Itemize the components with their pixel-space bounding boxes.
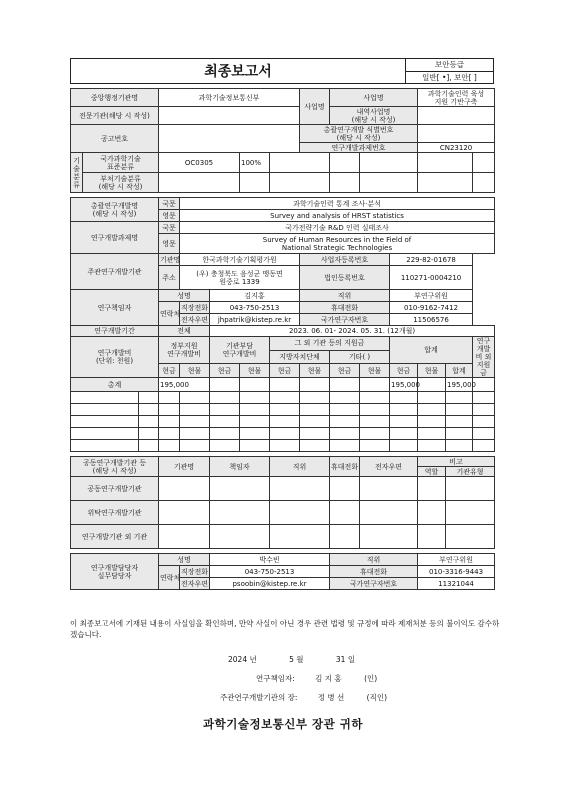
- budget-inst-kind-label: 현물: [240, 364, 270, 378]
- joint-cell: [270, 477, 330, 501]
- host-address-label: 주소: [159, 266, 180, 290]
- budget-cell: [180, 392, 210, 404]
- budget-cell: [300, 392, 330, 404]
- tech-class-blank-3: [360, 153, 418, 173]
- budget-cell: [330, 378, 360, 392]
- central-agency-label: 중앙행정기관명: [71, 89, 159, 107]
- budget-sum-total-value: 195,000: [446, 378, 473, 392]
- budget-excluded-label: 연구 개발비 외 지원금: [473, 337, 495, 378]
- joint-cell: [159, 477, 210, 501]
- joint-mobile-col: 휴대전화: [330, 457, 360, 477]
- budget-cell: [270, 416, 300, 428]
- budget-year-cell: [139, 416, 159, 428]
- budget-cell: [240, 404, 270, 416]
- tech-class-label: 기술분류: [71, 153, 83, 193]
- budget-sum-total-label: 합계: [446, 364, 473, 378]
- joint-role-col: 역할: [418, 467, 446, 477]
- joint-cell: [360, 501, 418, 525]
- researcher-mobile-label: 휴대전화: [300, 302, 390, 314]
- overall-project-label: 총괄연구개발명 (해당 시 작성): [71, 198, 159, 222]
- ministry-blank-6: [418, 173, 473, 193]
- budget-cell: [270, 404, 300, 416]
- budget-cell: [240, 416, 270, 428]
- signature-head-name: 정 병 선: [317, 693, 345, 702]
- report-header: [70, 58, 494, 84]
- security-grade-label: 보안등급: [406, 59, 493, 72]
- researcher-tel-value: 043-750-2513: [210, 302, 300, 314]
- report-form-table: [70, 88, 495, 590]
- ministry-tech-class-label: 부처기술분류 (해당 시 작성): [83, 173, 159, 193]
- budget-cell: [180, 428, 210, 440]
- joint-row-cooperative: 공동연구개발기관: [71, 477, 159, 501]
- joint-cell: [330, 501, 360, 525]
- researcher-contact-label: 연락처: [159, 302, 180, 326]
- overall-project-en-label: 영문: [159, 210, 180, 222]
- budget-cell: [473, 404, 495, 416]
- budget-gov-cash-label: 현금: [159, 364, 180, 378]
- signature-researcher-name: 김 지 홍: [315, 674, 342, 683]
- budget-local-label: 지방자치단체: [270, 350, 330, 364]
- host-bizno-label: 사업자등록번호: [300, 254, 390, 266]
- budget-year-label: [71, 428, 139, 440]
- period-label: 연구개발기간: [71, 326, 159, 337]
- tech-class-blank-4: [418, 153, 473, 173]
- budget-sum-label: 합계: [390, 337, 473, 364]
- researcher-position-label: 직위: [300, 290, 390, 302]
- joint-cell: [270, 525, 330, 549]
- signature-researcher-seal: (인): [364, 674, 378, 683]
- specialized-agency-value: [159, 107, 300, 125]
- budget-cell: [180, 404, 210, 416]
- manager-label: 연구개발담당자 실무담당자: [71, 554, 159, 590]
- national-tech-class-pct: 100%: [240, 153, 270, 173]
- budget-cell: [159, 392, 180, 404]
- date-day: 31 일: [335, 655, 356, 664]
- task-name-label: 연구개발과제명: [71, 222, 159, 254]
- budget-cell: [240, 378, 270, 392]
- budget-cell: [270, 392, 300, 404]
- budget-cell: [210, 404, 240, 416]
- budget-cell: [300, 440, 330, 452]
- budget-cell: [418, 416, 446, 428]
- date-year: 2024 년: [228, 655, 257, 664]
- budget-cell: [159, 428, 180, 440]
- budget-cell: [390, 392, 418, 404]
- host-name-value: 한국과학기술기획평가원: [180, 254, 300, 266]
- host-bizno-value: 229-82-01678: [390, 254, 473, 266]
- researcher-natid-label: 국가연구자번호: [300, 314, 390, 326]
- budget-cell: [360, 404, 390, 416]
- joint-cell: [446, 501, 495, 525]
- budget-cell: [159, 440, 180, 452]
- researcher-label: 연구책임자: [71, 290, 159, 326]
- budget-year-label: [71, 392, 139, 404]
- tech-class-blank-2: [330, 153, 360, 173]
- report-title: 최종보고서: [70, 58, 406, 84]
- budget-cell: [446, 416, 473, 428]
- sub-business-value: [418, 107, 495, 125]
- host-corpno-value: 110271-0004210: [390, 266, 473, 290]
- researcher-tel-label: 직장전화: [181, 303, 209, 312]
- ministry-blank-5: [360, 173, 418, 193]
- joint-email-col: 전자우편: [360, 457, 418, 477]
- budget-other-label: 그 외 기관 등의 지원금: [270, 337, 390, 351]
- budget-cell: [360, 392, 390, 404]
- head-signature-line: [220, 692, 387, 703]
- budget-year-cell: [139, 428, 159, 440]
- budget-inst-label: 기관부담 연구개발비: [210, 337, 270, 364]
- budget-cell: [418, 428, 446, 440]
- budget-year-label: [71, 416, 139, 428]
- budget-sum-cash-value: 195,000: [390, 378, 418, 392]
- budget-etc-kind-label: 현물: [360, 364, 390, 378]
- manager-natid-value: 11321044: [418, 578, 495, 590]
- budget-cell: [159, 416, 180, 428]
- manager-position-value: 부연구위원: [418, 554, 495, 566]
- overall-project-en-value: Survey and analysis of HRST statistics: [180, 210, 495, 222]
- budget-etc-label: 기타( ): [330, 350, 390, 364]
- manager-position-label: 직위: [330, 554, 418, 566]
- joint-cell: [446, 525, 495, 549]
- budget-cell: [300, 428, 330, 440]
- joint-row-commissioned: 위탁연구개발기관: [71, 501, 159, 525]
- budget-cell: [473, 428, 495, 440]
- budget-cell: [418, 404, 446, 416]
- budget-cell: [473, 440, 495, 452]
- joint-resp-col: 책임자: [210, 457, 270, 477]
- joint-cell: [330, 525, 360, 549]
- signature-researcher-label: 연구책임자:: [256, 674, 295, 683]
- budget-cell: [270, 440, 300, 452]
- budget-sum-kind-label: 현물: [418, 364, 446, 378]
- budget-cell: [210, 392, 240, 404]
- budget-sum-cash-label: 현금: [390, 364, 418, 378]
- joint-cell: [270, 501, 330, 525]
- overall-id-value: [418, 125, 495, 143]
- notice-number-label: 공고번호: [71, 125, 159, 153]
- host-name-label: 기관명: [160, 255, 181, 264]
- budget-cell: [360, 440, 390, 452]
- tech-class-blank-5: [473, 153, 495, 173]
- manager-mobile-value: 010-3316-9443: [418, 566, 495, 578]
- budget-inst-cash-label: 현금: [210, 364, 240, 378]
- budget-cell: [418, 378, 446, 392]
- budget-cell: [210, 428, 240, 440]
- budget-cell: [360, 428, 390, 440]
- task-number-value: CN23120: [418, 143, 495, 153]
- budget-cell: [330, 416, 360, 428]
- manager-natid-label: 국가연구자번호: [330, 578, 418, 590]
- ministry-blank-3: [270, 173, 330, 193]
- budget-year-cell: [139, 392, 159, 404]
- budget-cell: [360, 416, 390, 428]
- overall-id-label: 총괄연구개발 식별번호 (해당 시 작성): [300, 125, 418, 143]
- ministry-blank-2: [240, 173, 270, 193]
- joint-cell: [418, 525, 446, 549]
- host-address-value: (우) 충청북도 음성군 맹동면 원중로 1339: [180, 266, 300, 290]
- budget-cell: [418, 392, 446, 404]
- manager-email-value: psoobin@kistep.re.kr: [210, 578, 330, 590]
- manager-email-label: 전자우편: [181, 579, 209, 588]
- manager-name-value: 박수빈: [210, 554, 330, 566]
- budget-year-label: [71, 440, 139, 452]
- researcher-signature-line: [256, 673, 377, 684]
- budget-cell: [240, 392, 270, 404]
- joint-cell: [210, 525, 270, 549]
- budget-cell: [390, 404, 418, 416]
- manager-tel-value: 043-750-2513: [210, 566, 330, 578]
- budget-cell: [446, 428, 473, 440]
- joint-org-col: 기관명: [159, 457, 210, 477]
- joint-label: 공동연구개발기관 등 (해당 시 작성): [71, 457, 159, 477]
- budget-year-label: [71, 404, 139, 416]
- joint-cell: [159, 525, 210, 549]
- budget-gov-kind-label: 현물: [180, 364, 210, 378]
- joint-cell: [360, 525, 418, 549]
- budget-cell: [210, 440, 240, 452]
- budget-cell: [330, 440, 360, 452]
- researcher-email-value: jhpatrik@kistep.re.kr: [210, 314, 300, 326]
- budget-cell: [180, 416, 210, 428]
- budget-cell: [330, 428, 360, 440]
- joint-cell: [330, 477, 360, 501]
- task-number-label: 연구개발과제번호: [300, 143, 418, 153]
- security-grade-value: 일반[ •], 보안[ ]: [422, 73, 477, 82]
- budget-cell: [446, 404, 473, 416]
- budget-gov-cash-value: 195,000: [159, 378, 210, 392]
- task-en-label: 영문: [159, 234, 180, 254]
- budget-cell: [446, 392, 473, 404]
- budget-cell: [330, 404, 360, 416]
- joint-cell: [159, 501, 210, 525]
- manager-mobile-label: 휴대전화: [330, 566, 418, 578]
- budget-cell: [240, 440, 270, 452]
- tech-class-blank-1: [270, 153, 330, 173]
- business-name-label: 사업명: [330, 89, 418, 107]
- budget-cell: [390, 440, 418, 452]
- central-agency-value: 과학기술정보통신부: [159, 89, 300, 107]
- host-org-label: 주관연구개발기관: [71, 254, 159, 290]
- budget-cell: [300, 416, 330, 428]
- notice-number-value: [159, 125, 300, 153]
- budget-year-cell: [139, 440, 159, 452]
- budget-cell: [473, 416, 495, 428]
- joint-type-col: 기관유형: [446, 467, 495, 477]
- budget-cell: [240, 428, 270, 440]
- joint-note-col: 비고: [418, 457, 495, 467]
- task-ko-value: 국가전략기술 R&D 인력 실태조사: [180, 222, 495, 234]
- budget-cell: [300, 404, 330, 416]
- date-month: 5 월: [289, 655, 304, 664]
- business-name-value: 과학기술인력 육성 지원 기반구축: [418, 89, 495, 107]
- budget-cell: [180, 440, 210, 452]
- researcher-natid-value: 11506576: [390, 314, 473, 326]
- joint-cell: [418, 477, 446, 501]
- budget-year-cell: [139, 404, 159, 416]
- budget-total-row-label: 총계: [71, 378, 159, 392]
- budget-etc-cash-label: 현금: [330, 364, 360, 378]
- manager-name-label: 성명: [159, 554, 210, 566]
- budget-cell: [330, 392, 360, 404]
- researcher-position-value: 부연구위원: [390, 290, 473, 302]
- budget-cell: [270, 378, 300, 392]
- joint-row-external: 연구개발기관 외 기관: [71, 525, 159, 549]
- budget-cell: [390, 416, 418, 428]
- ministry-blank-4: [330, 173, 360, 193]
- joint-cell: [210, 501, 270, 525]
- joint-cell: [210, 477, 270, 501]
- signature-head-label: 주관연구개발기관의 장:: [220, 693, 298, 702]
- national-tech-class-code: OC0305: [159, 153, 240, 173]
- period-value: 2023. 06. 01- 2024. 05. 31. (12개월): [210, 326, 495, 337]
- business-label: 사업명: [300, 89, 330, 125]
- report-date: [228, 654, 355, 665]
- budget-gov-label: 정부지원 연구개발비: [159, 337, 210, 364]
- joint-cell: [418, 501, 446, 525]
- period-total-label: 전체: [159, 326, 210, 337]
- host-corpno-label: 법인등록번호: [300, 266, 390, 290]
- budget-cell: [473, 392, 495, 404]
- budget-label: 연구개발비 (단위: 천원): [71, 337, 159, 378]
- budget-cell: [390, 428, 418, 440]
- overall-project-ko-label: 국문: [159, 198, 180, 210]
- national-tech-class-label: 국가과학기술 표준분류: [83, 153, 159, 173]
- joint-pos-col: 직위: [270, 457, 330, 477]
- budget-local-cash-label: 현금: [270, 364, 300, 378]
- budget-cell: [300, 378, 330, 392]
- budget-cell: [360, 378, 390, 392]
- joint-cell: [446, 477, 495, 501]
- security-grade-box: [406, 58, 494, 84]
- task-ko-label: 국문: [159, 222, 180, 234]
- researcher-mobile-value: 010-9162-7412: [390, 302, 473, 314]
- specialized-agency-label: 전문기관(해당 시 작성): [71, 107, 159, 125]
- ministry-blank-1: [159, 173, 240, 193]
- task-en-value: Survey of Human Resources in the Field of National Strategic Technologies: [180, 234, 495, 254]
- researcher-name-label: 성명: [159, 290, 210, 302]
- confirmation-notice: 이 최종보고서에 기재된 내용이 사실임을 확인하며, 만약 사실이 아닌 경우 관련 법령 및 규정에 따라 제재처분 등의 불이익도 감수하겠습니다.: [70, 619, 500, 639]
- budget-local-kind-label: 현물: [300, 364, 330, 378]
- researcher-name-value: 김지홍: [210, 290, 300, 302]
- budget-cell: [446, 440, 473, 452]
- sub-business-label: 내역사업명 (해당 시 작성): [330, 107, 418, 125]
- joint-cell: [360, 477, 418, 501]
- signature-head-seal: (직인): [366, 693, 388, 702]
- addressee: 과학기술정보통신부 장관 귀하: [203, 717, 363, 731]
- overall-project-ko-value: 과학기술인력 통계 조사·분석: [180, 198, 495, 210]
- manager-contact-label: 연락처: [159, 566, 180, 590]
- budget-cell: [210, 416, 240, 428]
- budget-cell: [210, 378, 240, 392]
- manager-tel-label: 직장전화: [181, 567, 209, 576]
- budget-cell: [159, 404, 180, 416]
- budget-cell: [418, 440, 446, 452]
- budget-cell: [270, 428, 300, 440]
- ministry-blank-7: [473, 173, 495, 193]
- researcher-email-label: 전자우편: [181, 315, 209, 324]
